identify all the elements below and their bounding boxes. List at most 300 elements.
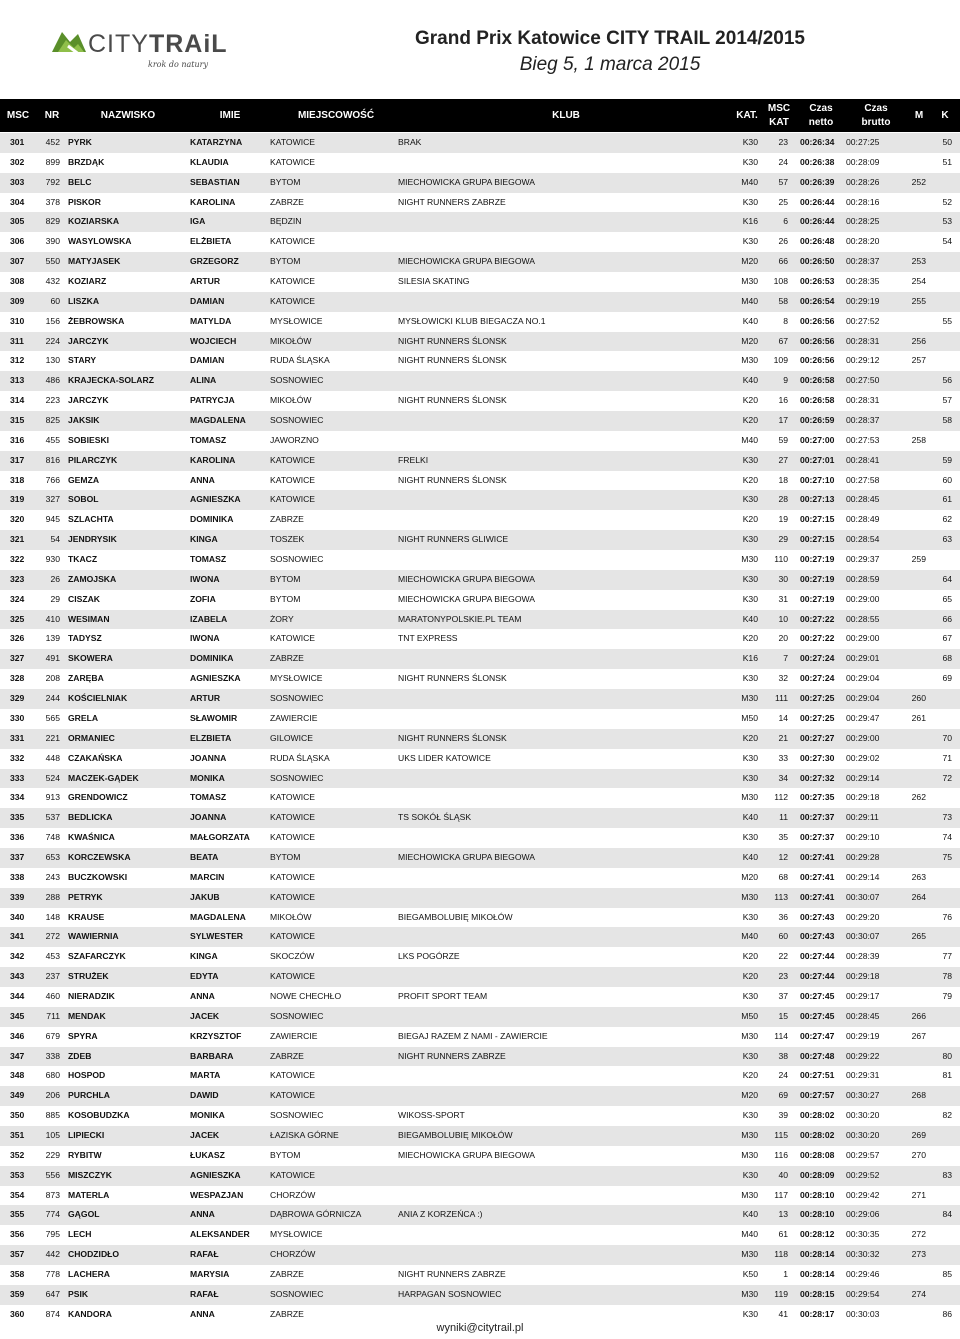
cell-czas-netto: 00:27:45 [800, 990, 835, 1001]
cell-miejscowosc: KATOWICE [270, 137, 316, 147]
table-row [0, 133, 960, 153]
cell-kat: K40 [742, 375, 758, 386]
cell-msc-kat: 21 [778, 732, 788, 743]
cell-nazwisko: MATYJASEK [68, 256, 121, 267]
cell-nazwisko: BEDLICKA [68, 812, 113, 823]
col-msc-kat-1: MSC [767, 103, 791, 114]
cell-klub: FRELKI [398, 454, 429, 465]
table-row [0, 351, 960, 371]
cell-imie: MAGDALENA [190, 911, 246, 922]
cell-klub: NIGHT RUNNERS ŚLONSK [398, 395, 507, 406]
cell-imie: ANNA [190, 474, 215, 485]
cell-czas-brutto: 00:29:18 [846, 971, 880, 982]
cell-msc-kat: 28 [778, 494, 788, 505]
cell-czas-netto: 00:27:01 [800, 454, 835, 465]
cell-miejscowosc: KATOWICE [270, 295, 316, 306]
cell-czas-netto: 00:27:41 [800, 851, 835, 862]
cell-czas-netto: 00:28:17 [800, 1308, 835, 1319]
cell-msc-kat: 108 [773, 276, 788, 287]
cell-nr: 378 [45, 196, 60, 207]
cell-m: 269 [911, 1129, 926, 1140]
cell-k: 75 [942, 851, 952, 862]
cell-msc: 320 [10, 514, 25, 525]
cell-m: 261 [911, 712, 926, 723]
cell-klub: NIGHT RUNNERS ZABRZE [398, 1268, 506, 1279]
cell-czas-netto: 00:27:37 [800, 832, 835, 843]
cell-czas-netto: 00:27:15 [800, 514, 835, 525]
cell-klub: MIECHOWICKA GRUPA BIEGOWA [398, 176, 536, 187]
cell-msc-kat: 41 [778, 1308, 788, 1319]
cell-czas-brutto: 00:29:10 [846, 832, 880, 843]
cell-czas-netto: 00:28:14 [800, 1249, 835, 1260]
cell-msc-kat: 37 [778, 990, 788, 1001]
cell-imie: MAŁGORZATA [190, 832, 250, 843]
cell-m: 264 [911, 891, 926, 902]
cell-msc-kat: 59 [778, 434, 788, 445]
cell-miejscowosc: ZABRZE [270, 196, 304, 207]
cell-kat: K30 [742, 1110, 758, 1121]
cell-msc: 302 [10, 156, 25, 167]
cell-msc-kat: 113 [774, 891, 788, 902]
cell-miejscowosc: KATOWICE [270, 1169, 316, 1180]
cell-kat: K20 [742, 415, 758, 426]
cell-nazwisko: SOBIESKI [68, 434, 110, 445]
table-header [0, 99, 960, 132]
cell-nr: 486 [45, 375, 60, 386]
cell-msc-kat: 1 [783, 1268, 788, 1279]
cell-czas-netto: 00:27:19 [800, 554, 835, 565]
cell-miejscowosc: RUDA ŚLĄSKA [270, 752, 330, 763]
cell-nazwisko: MENDAK [68, 1010, 106, 1021]
cell-klub: BIEGAJ RAZEM Z NAMI - ZAWIERCIE [398, 1030, 548, 1041]
cell-kat: K40 [742, 1209, 758, 1220]
cell-nr: 237 [45, 971, 60, 982]
cell-klub: NIGHT RUNNERS ŚLONSK [398, 355, 507, 366]
cell-m: 255 [911, 295, 926, 306]
cell-m: 254 [911, 276, 926, 287]
table-row [0, 1225, 960, 1245]
cell-k: 86 [942, 1308, 952, 1319]
results-table [0, 133, 960, 1325]
table-row [0, 371, 960, 391]
cell-kat: K30 [742, 1308, 758, 1319]
cell-miejscowosc: BYTOM [270, 256, 301, 267]
cell-nr: 221 [45, 732, 60, 743]
cell-czas-brutto: 00:28:25 [846, 216, 880, 227]
cell-msc: 323 [10, 573, 25, 584]
cell-czas-netto: 00:27:25 [800, 693, 835, 704]
cell-msc: 335 [10, 812, 25, 823]
cell-czas-netto: 00:27:19 [800, 593, 835, 604]
cell-kat: K16 [742, 653, 758, 664]
cell-miejscowosc: CHORZÓW [270, 1249, 316, 1260]
cell-msc: 352 [10, 1149, 25, 1160]
cell-nr: 390 [45, 236, 60, 247]
table-row [0, 967, 960, 987]
cell-nazwisko: KWAŚNICA [68, 832, 115, 843]
cell-czas-brutto: 00:30:35 [846, 1229, 880, 1240]
cell-nr: 874 [45, 1308, 60, 1319]
cell-msc: 321 [10, 534, 25, 545]
cell-nr: 148 [45, 911, 60, 922]
cell-kat: M30 [741, 1189, 758, 1200]
cell-nazwisko: MACZEK-GĄDEK [68, 772, 139, 783]
cell-msc-kat: 11 [779, 812, 788, 823]
cell-kat: K30 [742, 573, 758, 584]
cell-czas-brutto: 00:28:31 [846, 335, 880, 346]
cell-kat: M50 [741, 1010, 758, 1021]
cell-czas-brutto: 00:29:20 [846, 911, 880, 922]
cell-k: 70 [942, 732, 952, 743]
cell-nazwisko: PSIK [68, 1288, 89, 1299]
cell-k: 63 [942, 534, 952, 545]
cell-msc: 341 [10, 931, 25, 942]
cell-m: 253 [911, 256, 926, 267]
cell-nazwisko: JENDRYSIK [68, 534, 117, 545]
cell-czas-netto: 00:28:09 [800, 1169, 835, 1180]
cell-msc-kat: 7 [783, 653, 788, 664]
cell-miejscowosc: RUDA ŚLĄSKA [270, 355, 330, 366]
cell-nazwisko: CISZAK [68, 593, 100, 604]
table-row [0, 312, 960, 332]
cell-kat: K30 [742, 1169, 758, 1180]
cell-nazwisko: ORMANIEC [68, 732, 115, 743]
cell-kat: M30 [741, 1149, 758, 1160]
cell-czas-brutto: 00:29:19 [846, 295, 880, 306]
cell-msc: 325 [10, 613, 25, 624]
cell-nazwisko: BELC [68, 176, 92, 187]
cell-miejscowosc: KATOWICE [270, 276, 316, 287]
table-row [0, 471, 960, 491]
cell-klub: BRAK [398, 137, 422, 147]
cell-klub: WIKOSS-SPORT [398, 1110, 465, 1121]
cell-nazwisko: GĄGOL [68, 1209, 100, 1220]
cell-msc-kat: 60 [778, 931, 788, 942]
cell-msc-kat: 39 [778, 1110, 788, 1121]
col-netto-1: Czas [809, 103, 833, 114]
cell-msc-kat: 38 [778, 1050, 788, 1061]
cell-msc: 318 [10, 474, 25, 485]
cell-nr: 243 [45, 871, 60, 882]
cell-msc: 354 [10, 1189, 25, 1200]
cell-miejscowosc: DĄBROWA GÓRNICZA [270, 1209, 362, 1220]
cell-msc: 307 [10, 256, 25, 267]
cell-nr: 105 [45, 1129, 60, 1140]
cell-msc: 316 [10, 434, 25, 445]
cell-czas-brutto: 00:28:45 [846, 494, 880, 505]
cell-imie: DAWID [190, 1090, 219, 1101]
cell-kat: K20 [742, 951, 758, 962]
cell-czas-brutto: 00:29:01 [846, 653, 880, 664]
cell-czas-brutto: 00:28:26 [846, 176, 880, 187]
cell-nazwisko: JARCZYK [68, 395, 109, 406]
cell-nr: 679 [45, 1030, 60, 1041]
cell-k: 67 [942, 633, 952, 644]
cell-klub: ANIA Z KORZEŃCA :) [398, 1209, 483, 1220]
cell-czas-netto: 00:27:44 [800, 971, 835, 982]
col-kat: KAT. [736, 110, 758, 121]
cell-nazwisko: SKOWERA [68, 653, 113, 664]
cell-miejscowosc: SOSNOWIEC [270, 772, 324, 783]
cell-m: 257 [911, 355, 926, 366]
cell-nazwisko: RYBITW [68, 1149, 102, 1160]
cell-imie: ŁUKASZ [190, 1149, 225, 1160]
cell-msc: 345 [10, 1010, 25, 1021]
cell-kat: M20 [741, 1090, 758, 1101]
cell-k: 59 [942, 454, 952, 465]
cell-kat: M40 [741, 295, 758, 306]
cell-msc: 339 [10, 891, 25, 902]
cell-klub: MIECHOWICKA GRUPA BIEGOWA [398, 1149, 536, 1160]
cell-k: 73 [942, 812, 952, 823]
cell-czas-netto: 00:28:08 [800, 1149, 835, 1160]
cell-imie: WESPAZJAN [190, 1189, 244, 1200]
cell-czas-brutto: 00:29:17 [846, 990, 880, 1001]
cell-msc: 330 [10, 712, 25, 723]
cell-kat: M30 [741, 1030, 758, 1041]
cell-miejscowosc: MYSŁOWICE [270, 1229, 323, 1240]
cell-czas-brutto: 00:29:57 [846, 1149, 880, 1160]
cell-imie: IWONA [190, 633, 220, 644]
cell-czas-netto: 00:28:02 [800, 1129, 835, 1140]
cell-imie: ZOFIA [190, 593, 216, 604]
cell-nr: 29 [50, 593, 60, 604]
cell-miejscowosc: KATOWICE [270, 971, 316, 982]
cell-msc-kat: 58 [778, 295, 788, 306]
cell-czas-brutto: 00:27:25 [846, 137, 880, 147]
page-subtitle: Bieg 5, 1 marca 2015 [519, 54, 701, 75]
cell-czas-brutto: 00:29:14 [846, 871, 880, 882]
cell-kat: K16 [742, 216, 758, 227]
cell-klub: TNT EXPRESS [398, 633, 458, 644]
cell-miejscowosc: KATOWICE [270, 812, 316, 823]
cell-miejscowosc: SOSNOWIEC [270, 375, 324, 386]
cell-nr: 208 [45, 673, 60, 684]
cell-nazwisko: PURCHLA [68, 1090, 111, 1101]
cell-k: 60 [942, 474, 952, 485]
cell-imie: AGNIESZKA [190, 1169, 241, 1180]
cell-imie: SYLWESTER [190, 931, 244, 942]
table-row [0, 649, 960, 669]
cell-imie: ALEKSANDER [190, 1229, 250, 1240]
cell-msc-kat: 29 [778, 534, 788, 545]
cell-nr: 524 [45, 772, 60, 783]
cell-czas-brutto: 00:28:37 [846, 415, 880, 426]
cell-imie: KATARZYNA [190, 137, 243, 147]
cell-msc: 355 [10, 1209, 25, 1220]
cell-k: 77 [942, 951, 952, 962]
cell-nazwisko: CZAKAŃSKA [68, 752, 123, 763]
cell-m: 252 [911, 176, 926, 187]
cell-m: 258 [911, 434, 926, 445]
cell-nazwisko: PYRK [68, 137, 92, 147]
cell-kat: M30 [741, 355, 758, 366]
cell-czas-brutto: 00:30:20 [846, 1110, 880, 1121]
cell-msc: 343 [10, 971, 25, 982]
cell-imie: KINGA [190, 534, 218, 545]
cell-msc: 347 [10, 1050, 25, 1061]
cell-msc-kat: 116 [774, 1149, 788, 1160]
cell-kat: K30 [742, 156, 758, 167]
table-row [0, 1166, 960, 1186]
cell-msc: 337 [10, 851, 25, 862]
cell-msc: 340 [10, 911, 25, 922]
cell-czas-brutto: 00:27:52 [846, 315, 880, 326]
cell-kat: K30 [742, 990, 758, 1001]
cell-kat: K40 [742, 812, 758, 823]
cell-msc: 324 [10, 593, 25, 604]
cell-miejscowosc: KATOWICE [270, 474, 316, 485]
table-row [0, 1086, 960, 1106]
cell-czas-brutto: 00:29:12 [846, 355, 880, 366]
cell-nazwisko: BUCZKOWSKI [68, 871, 128, 882]
cell-czas-netto: 00:26:58 [800, 395, 835, 406]
cell-msc-kat: 115 [774, 1129, 788, 1140]
cell-imie: AGNIESZKA [190, 673, 241, 684]
cell-nazwisko: ZARĘBA [68, 673, 104, 684]
table-row [0, 391, 960, 411]
cell-kat: M30 [741, 891, 758, 902]
table-row [0, 749, 960, 769]
cell-nazwisko: LECH [68, 1229, 92, 1240]
cell-kat: M20 [741, 871, 758, 882]
cell-czas-netto: 00:28:15 [800, 1288, 835, 1299]
cell-kat: K30 [742, 196, 758, 207]
table-row [0, 908, 960, 928]
cell-miejscowosc: KATOWICE [270, 871, 316, 882]
cell-msc: 336 [10, 832, 25, 843]
cell-nazwisko: PETRYK [68, 891, 103, 902]
table-row [0, 709, 960, 729]
cell-czas-netto: 00:27:37 [800, 812, 835, 823]
cell-imie: DOMINIKA [190, 514, 234, 525]
cell-msc: 349 [10, 1090, 25, 1101]
cell-miejscowosc: ZABRZE [270, 1050, 304, 1061]
table-row [0, 610, 960, 630]
cell-nr: 130 [45, 355, 60, 366]
cell-imie: JACEK [190, 1010, 220, 1021]
col-nr: NR [44, 110, 60, 121]
cell-k: 62 [942, 514, 952, 525]
cell-miejscowosc: KATOWICE [270, 236, 316, 247]
cell-k: 69 [942, 673, 952, 684]
table-row [0, 272, 960, 292]
cell-klub: NIGHT RUNNERS ZABRZE [398, 1050, 506, 1061]
cell-imie: MAGDALENA [190, 415, 246, 426]
table-row [0, 927, 960, 947]
cell-czas-brutto: 00:29:19 [846, 1030, 880, 1041]
cell-klub: NIGHT RUNNERS ZABRZE [398, 196, 506, 207]
cell-msc: 344 [10, 990, 25, 1001]
cell-m: 256 [911, 335, 926, 346]
table-row [0, 332, 960, 352]
cell-msc: 334 [10, 792, 25, 803]
table-row [0, 868, 960, 888]
cell-msc: 317 [10, 454, 25, 465]
cell-klub: MYSŁOWICKI KLUB BIEGACZA NO.1 [398, 315, 546, 326]
cell-czas-netto: 00:27:51 [800, 1070, 835, 1081]
cell-imie: SEBASTIAN [190, 176, 240, 187]
cell-imie: ALINA [190, 375, 217, 386]
cell-msc: 309 [10, 295, 25, 306]
cell-nazwisko: JAKSIK [68, 415, 100, 426]
cell-msc-kat: 66 [778, 256, 788, 267]
cell-klub: MARATONYPOLSKIE.PL TEAM [398, 613, 522, 624]
cell-imie: AGNIESZKA [190, 494, 241, 505]
cell-nazwisko: MATERLA [68, 1189, 110, 1200]
cell-m: 263 [911, 871, 926, 882]
cell-klub: BIEGAMBOLUBIĘ MIKOŁÓW [398, 1129, 513, 1140]
col-brutto-1: Czas [864, 103, 888, 114]
cell-k: 85 [942, 1268, 952, 1279]
cell-msc-kat: 27 [778, 454, 788, 465]
cell-imie: ANNA [190, 990, 215, 1001]
cell-msc: 305 [10, 216, 25, 227]
cell-imie: ELZBIETA [190, 732, 232, 743]
cell-msc-kat: 111 [774, 693, 788, 704]
cell-msc: 310 [10, 315, 25, 326]
cell-msc: 338 [10, 871, 25, 882]
cell-czas-brutto: 00:30:07 [846, 931, 880, 942]
cell-miejscowosc: MIKOŁÓW [270, 335, 312, 346]
cell-msc-kat: 22 [778, 951, 788, 962]
cell-miejscowosc: ZABRZE [270, 1308, 304, 1319]
cell-msc: 306 [10, 236, 25, 247]
footer-email[interactable]: wyniki@citytrail.pl [436, 1322, 524, 1334]
cell-msc: 311 [10, 335, 24, 346]
cell-kat: K30 [742, 236, 758, 247]
cell-czas-brutto: 00:27:50 [846, 375, 880, 386]
table-row [0, 1047, 960, 1067]
cell-kat: M30 [741, 554, 758, 565]
cell-msc: 350 [10, 1110, 25, 1121]
cell-kat: K20 [742, 633, 758, 644]
cell-czas-netto: 00:27:45 [800, 1010, 835, 1021]
cell-czas-brutto: 00:28:35 [846, 276, 880, 287]
cell-msc-kat: 69 [778, 1090, 788, 1101]
table-row [0, 1245, 960, 1265]
cell-k: 56 [942, 375, 952, 386]
cell-nazwisko: KOZIARSKA [68, 216, 120, 227]
table-row [0, 808, 960, 828]
cell-nr: 223 [45, 395, 60, 406]
cell-miejscowosc: GILOWICE [270, 732, 313, 743]
cell-miejscowosc: ZAWIERCIE [270, 712, 318, 723]
col-miejscowosc: MIEJSCOWOŚĆ [297, 110, 375, 121]
table-row [0, 431, 960, 451]
cell-czas-netto: 00:28:14 [800, 1268, 835, 1279]
cell-k: 61 [942, 494, 952, 505]
cell-miejscowosc: MYSŁOWICE [270, 673, 323, 684]
cell-czas-netto: 00:27:48 [800, 1050, 835, 1061]
cell-miejscowosc: NOWE CHECHŁO [270, 990, 342, 1001]
cell-miejscowosc: KATOWICE [270, 891, 316, 902]
cell-nr: 766 [45, 474, 60, 485]
table-row [0, 530, 960, 550]
cell-nr: 873 [45, 1189, 60, 1200]
cell-klub: MIECHOWICKA GRUPA BIEGOWA [398, 573, 536, 584]
table-row [0, 788, 960, 808]
table-row [0, 1066, 960, 1086]
cell-klub: NIGHT RUNNERS ŚLONSK [398, 335, 507, 346]
cell-msc: 313 [10, 375, 25, 386]
table-row [0, 1285, 960, 1305]
col-msc: MSC [6, 110, 30, 121]
cell-czas-brutto: 00:29:06 [846, 1209, 880, 1220]
table-row [0, 828, 960, 848]
cell-msc-kat: 35 [778, 832, 788, 843]
cell-czas-brutto: 00:29:31 [846, 1070, 880, 1081]
